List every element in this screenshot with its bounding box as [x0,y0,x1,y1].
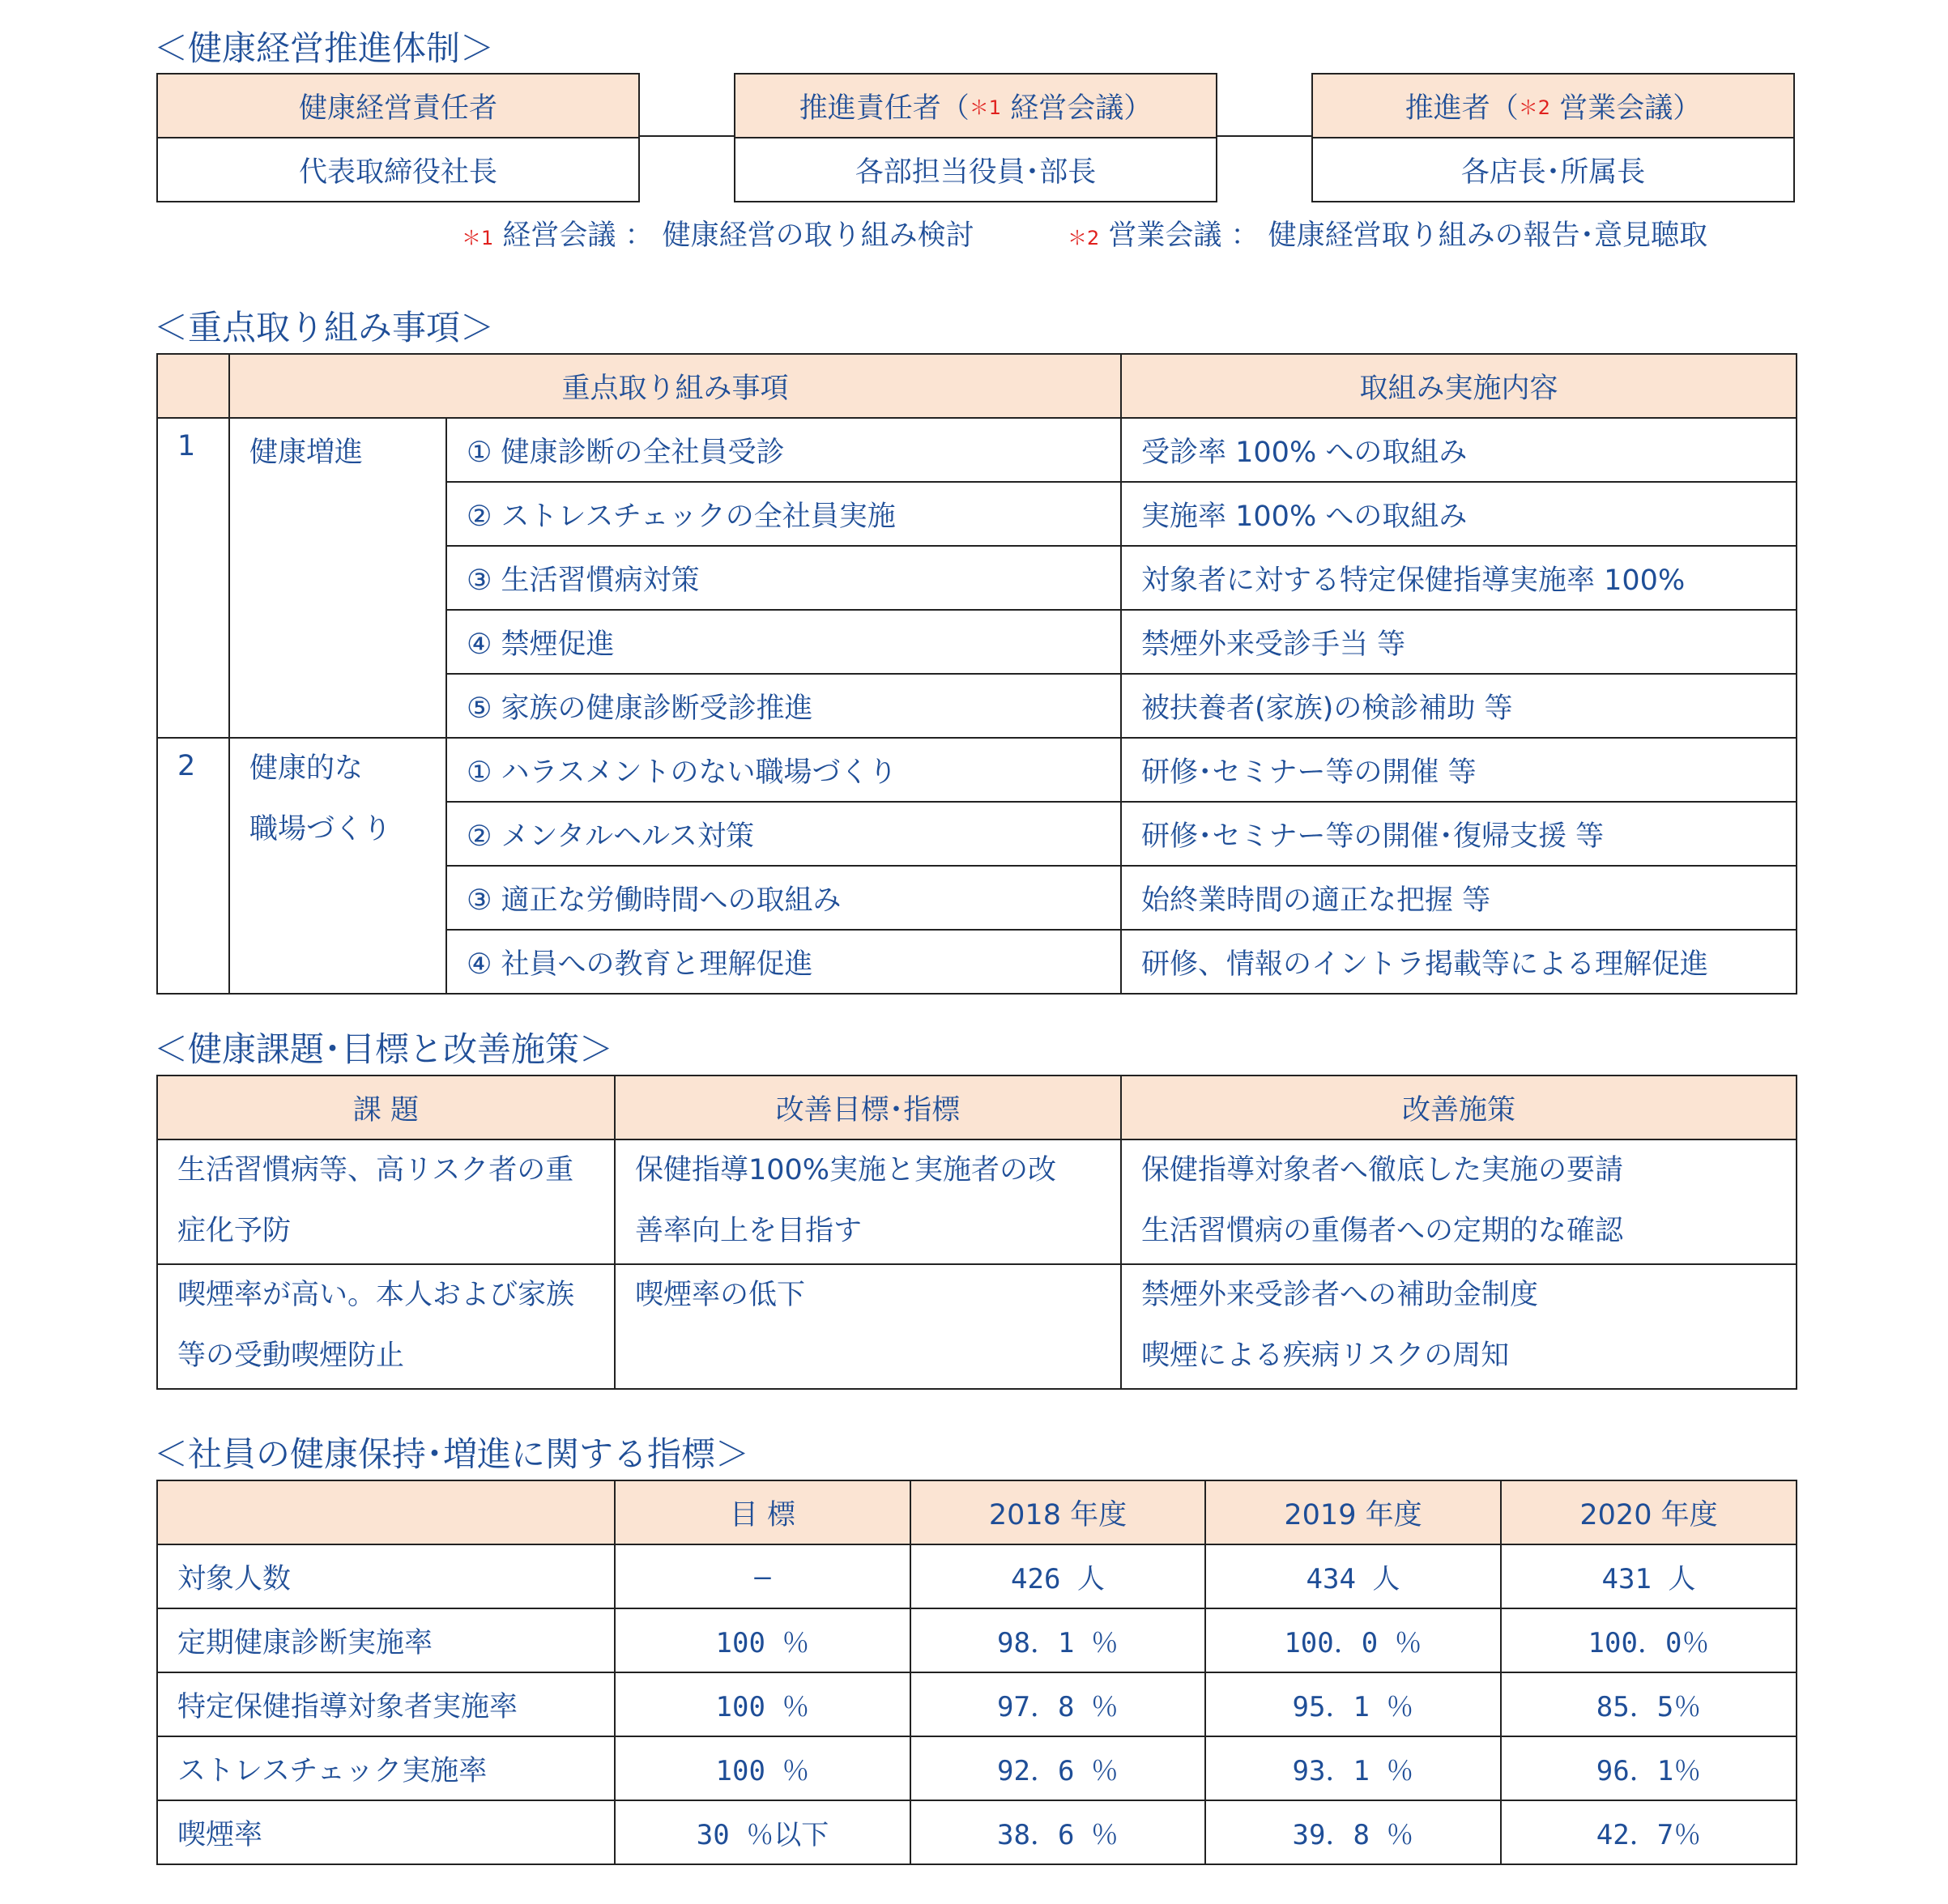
column-header: 課 題 [157,1076,615,1139]
indicator-value-2019: 434 人 [1205,1544,1501,1608]
section-heading-issues: ＜健康課題･目標と改善施策＞ [154,1029,614,1069]
priority-item: ① ハラスメントのない職場づくり [446,738,1121,802]
measures-cell: 禁煙外来受診者への補助金制度 喫煙による疾病リスクの周知 [1121,1264,1797,1389]
org-box-holder: 各部担当役員･部長 [855,155,1097,189]
table-row [157,1544,1797,1608]
indicator-label: 喫煙率 [157,1800,615,1864]
connector-line [640,135,734,137]
issues-table [156,1075,1797,1390]
group-category: 健康的な 職場づくり [229,738,446,994]
table-row [157,1672,1797,1736]
indicator-value-2018: 98．1 ％ [910,1608,1205,1672]
priority-action: 被扶養者(家族)の検診補助 等 [1121,674,1797,738]
indicator-value-2019: 39．8 ％ [1205,1800,1501,1864]
org-box-promotion-manager [734,73,1217,202]
indicator-value-2020: 42．7％ [1501,1800,1797,1864]
indicator-value-2020: 85．5％ [1501,1672,1797,1736]
priorities-table [156,353,1797,995]
indicator-value-2018: 426 人 [910,1544,1205,1608]
priority-item: ② ストレスチェックの全社員実施 [446,482,1121,546]
section-heading-priorities: ＜重点取り組み事項＞ [154,308,495,347]
footnote-mark: ＊2 [1068,227,1100,249]
table-row [157,1264,1797,1389]
indicator-target: 100 ％ [615,1736,910,1800]
indicator-label: 対象人数 [157,1544,615,1608]
footnote-1: ＊1 経営会議 ： 健康経営の取り組み検討 [462,219,974,252]
footnote-mark: ＊1 [462,227,494,249]
issue-cell: 生活習慣病等、高リスク者の重 症化予防 [157,1139,615,1264]
org-box-role: 健康経営責任者 [158,75,638,138]
priority-action: 禁煙外来受診手当 等 [1121,610,1797,674]
issue-cell: 喫煙率が高い。本人および家族 等の受動喫煙防止 [157,1264,615,1389]
connector-line [1217,135,1311,137]
indicator-label: 定期健康診断実施率 [157,1608,615,1672]
section-heading-indicators: ＜社員の健康保持･増進に関する指標＞ [154,1434,750,1474]
column-header: 重点取り組み事項 [229,354,1121,418]
indicator-value-2019: 93．1 ％ [1205,1736,1501,1800]
indicator-value-2018: 97．8 ％ [910,1672,1205,1736]
column-header: 目 標 [615,1480,910,1544]
indicator-value-2020: 100．0％ [1501,1608,1797,1672]
priority-action: 研修･セミナー等の開催･復帰支援 等 [1121,802,1797,866]
indicator-value-2018: 38．6 ％ [910,1800,1205,1864]
indicator-label: ストレスチェック実施率 [157,1736,615,1800]
group-number: 1 [157,418,229,738]
indicator-value-2020: 431 人 [1501,1544,1797,1608]
org-box-promoter [1311,73,1795,202]
table-header-row [157,1076,1797,1139]
priority-item: ④ 社員への教育と理解促進 [446,930,1121,994]
table-header-row [157,1480,1797,1544]
indicator-target: 100 ％ [615,1672,910,1736]
priority-action: 始終業時間の適正な把握 等 [1121,866,1797,930]
org-box-health-manager [156,73,640,202]
group-number: 2 [157,738,229,994]
table-row [157,1608,1797,1672]
footnote-mark: ＊1 [969,96,1002,119]
org-box-role: 推進者（ ＊2 営業会議） [1313,75,1793,138]
column-header [157,354,229,418]
table-row [157,1800,1797,1864]
org-box-holder: 各店長･所属長 [1460,155,1646,189]
column-header [157,1480,615,1544]
priority-action: 対象者に対する特定保健指導実施率 100% [1121,546,1797,610]
priority-item: ⑤ 家族の健康診断受診推進 [446,674,1121,738]
target-cell: 保健指導100%実施と実施者の改 善率向上を目指す [615,1139,1121,1264]
indicator-target: 30 ％以下 [615,1800,910,1864]
indicator-value-2020: 96．1％ [1501,1736,1797,1800]
measures-cell: 保健指導対象者へ徹底した実施の要請 生活習慣病の重傷者への定期的な確認 [1121,1139,1797,1264]
group-category: 健康増進 [229,418,446,738]
priority-action: 受診率 100% への取組み [1121,418,1797,482]
org-box-role: 推進責任者（ ＊1 経営会議） [735,75,1216,138]
footnote-mark: ＊2 [1518,96,1551,119]
priority-action: 実施率 100% への取組み [1121,482,1797,546]
priority-item: ④ 禁煙促進 [446,610,1121,674]
indicator-value-2019: 100．0 ％ [1205,1608,1501,1672]
table-header-row [157,354,1797,418]
table-row [157,1736,1797,1800]
column-header: 2019 年度 [1205,1480,1501,1544]
priority-item: ③ 適正な労働時間への取組み [446,866,1121,930]
priority-action: 研修･セミナー等の開催 等 [1121,738,1797,802]
column-header: 2018 年度 [910,1480,1205,1544]
priority-item: ① 健康診断の全社員受診 [446,418,1121,482]
table-row [157,738,1797,802]
priority-item: ② メンタルヘルス対策 [446,802,1121,866]
table-row [157,1139,1797,1264]
org-box-holder: 代表取締役社長 [298,155,497,189]
indicator-target: 100 ％ [615,1608,910,1672]
column-header: 改善施策 [1121,1076,1797,1139]
target-cell: 喫煙率の低下 [615,1264,1121,1389]
priority-item: ③ 生活習慣病対策 [446,546,1121,610]
indicator-label: 特定保健指導対象者実施率 [157,1672,615,1736]
column-header: 取組み実施内容 [1121,354,1797,418]
footnote-2: ＊2 営業会議 ： 健康経営取り組みの報告･意見聴取 [1068,219,1708,252]
priority-action: 研修、情報のイントラ掲載等による理解促進 [1121,930,1797,994]
table-row [157,418,1797,482]
indicators-table [156,1480,1797,1865]
indicator-target: — [615,1544,910,1608]
indicator-value-2018: 92．6 ％ [910,1736,1205,1800]
column-header: 2020 年度 [1501,1480,1797,1544]
section-heading-system: ＜健康経営推進体制＞ [154,28,495,68]
column-header: 改善目標･指標 [615,1076,1121,1139]
indicator-value-2019: 95．1 ％ [1205,1672,1501,1736]
